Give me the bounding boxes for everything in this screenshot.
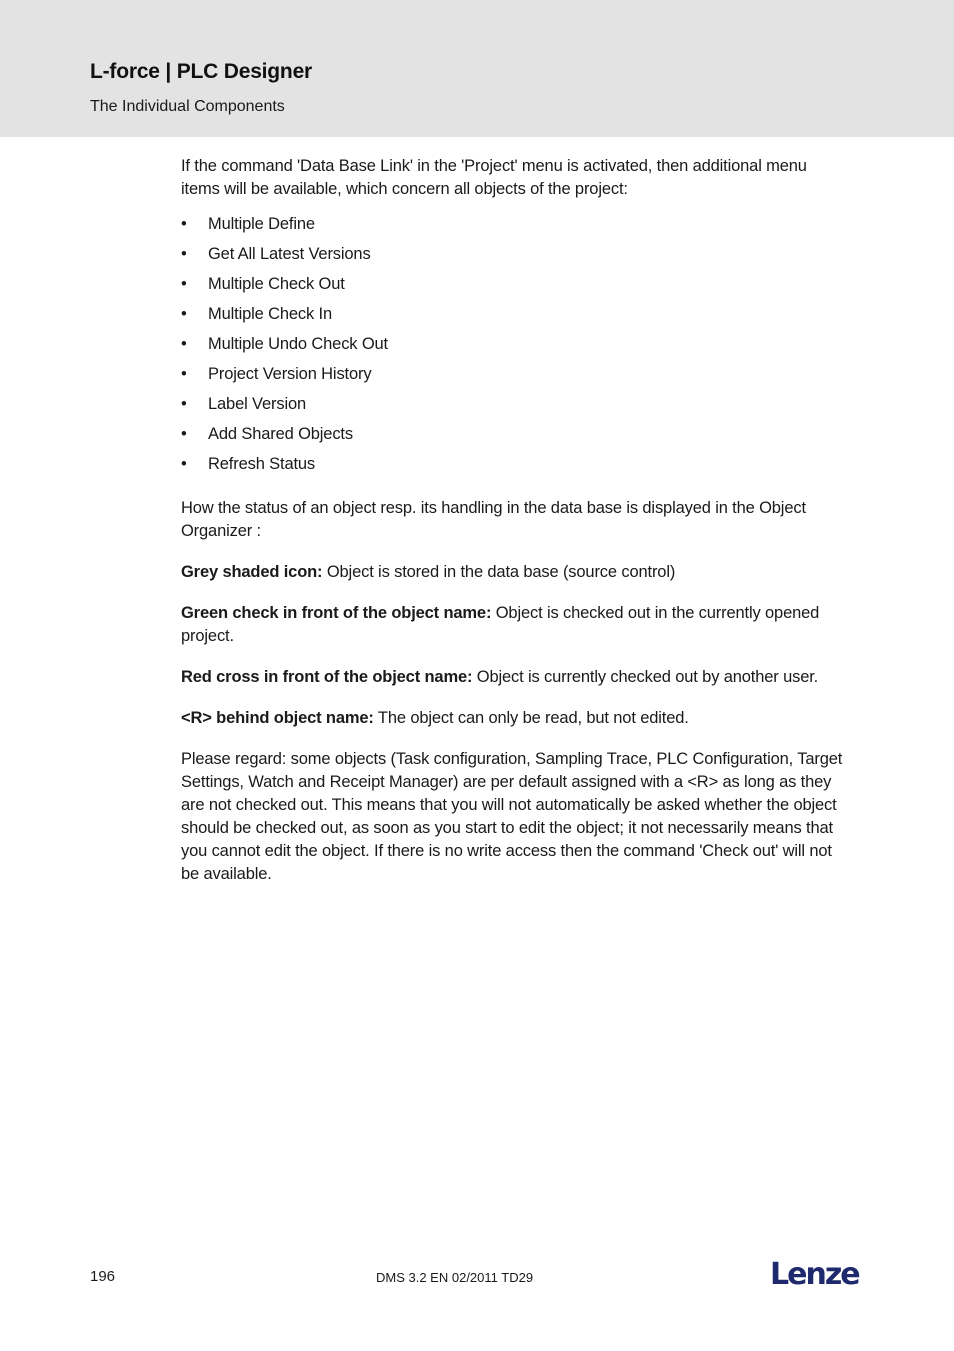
definition-read-only: [181, 707, 846, 730]
definition-text: The object can only be read, but not edited.: [373, 709, 689, 727]
document-id: DMS 3.2 EN 02/2011 TD29: [376, 1270, 534, 1285]
page-number: 196: [90, 1268, 116, 1285]
status-intro-paragraph: How the status of an object resp. its handling in the data base is displayed in the Object Organizer :: [181, 499, 806, 540]
list-item: [181, 393, 846, 423]
list-item: [181, 423, 846, 453]
bullet-icon: •: [181, 425, 187, 443]
page-content: [181, 155, 846, 904]
bullet-icon: •: [181, 245, 187, 263]
regard-paragraph: Please regard: some objects (Task configuration, Sampling Trace, PLC Configuration, Target Settings, Watch and Receipt Manager) are per default assigned with a <R> as long as they are not checked out. This means that you will not automatically be asked whether the object should be checked out, as soon as you start to edit the object; it not necessarily means that you cannot edit the object. If there is no write access then the command 'Check out' will not be available.: [181, 750, 843, 883]
list-item: [181, 243, 846, 273]
definition-term: Red cross in front of the object name:: [181, 668, 473, 686]
list-item-label: Label Version: [208, 395, 307, 413]
list-item-label: Refresh Status: [208, 455, 316, 473]
section-subtitle: The Individual Components: [90, 98, 285, 115]
bullet-icon: •: [181, 455, 187, 473]
list-item: [181, 213, 846, 243]
list-item-label: Multiple Define: [208, 215, 315, 233]
definition-term: Green check in front of the object name:: [181, 604, 492, 622]
document-title: L-force | PLC Designer: [90, 60, 313, 83]
definition-term: <R> behind object name:: [181, 709, 374, 727]
list-item-label: Multiple Check In: [208, 305, 333, 323]
definition-text: Object is stored in the data base (source control): [322, 563, 676, 581]
intro-paragraph: If the command 'Data Base Link' in the 'Project' menu is activated, then additional menu items will be available, which concern all objects of the project:: [181, 157, 807, 198]
list-item-label: Get All Latest Versions: [208, 245, 371, 263]
bullet-icon: •: [181, 305, 187, 323]
menu-items-list: [181, 213, 846, 483]
bullet-icon: •: [181, 395, 187, 413]
bullet-icon: •: [181, 365, 187, 383]
definition-text: Object is checked out in the currently opened project.: [181, 604, 820, 645]
definition-term: Grey shaded icon:: [181, 563, 323, 581]
bullet-icon: •: [181, 335, 187, 353]
definition-green-check: [181, 602, 846, 648]
list-item: [181, 303, 846, 333]
list-item-label: Multiple Undo Check Out: [208, 335, 388, 353]
lenze-logo: Lenze: [770, 1257, 859, 1292]
list-item: [181, 453, 846, 483]
bullet-icon: •: [181, 275, 187, 293]
definition-red-cross: [181, 666, 846, 689]
list-item: [181, 363, 846, 393]
bullet-icon: •: [181, 215, 187, 233]
list-item-label: Project Version History: [208, 365, 372, 383]
list-item-label: Multiple Check Out: [208, 275, 345, 293]
definition-text: Object is currently checked out by another user.: [472, 668, 819, 686]
page-header: [0, 0, 954, 137]
list-item-label: Add Shared Objects: [208, 425, 353, 443]
list-item: [181, 273, 846, 303]
definition-grey-icon: [181, 561, 846, 584]
list-item: [181, 333, 846, 363]
